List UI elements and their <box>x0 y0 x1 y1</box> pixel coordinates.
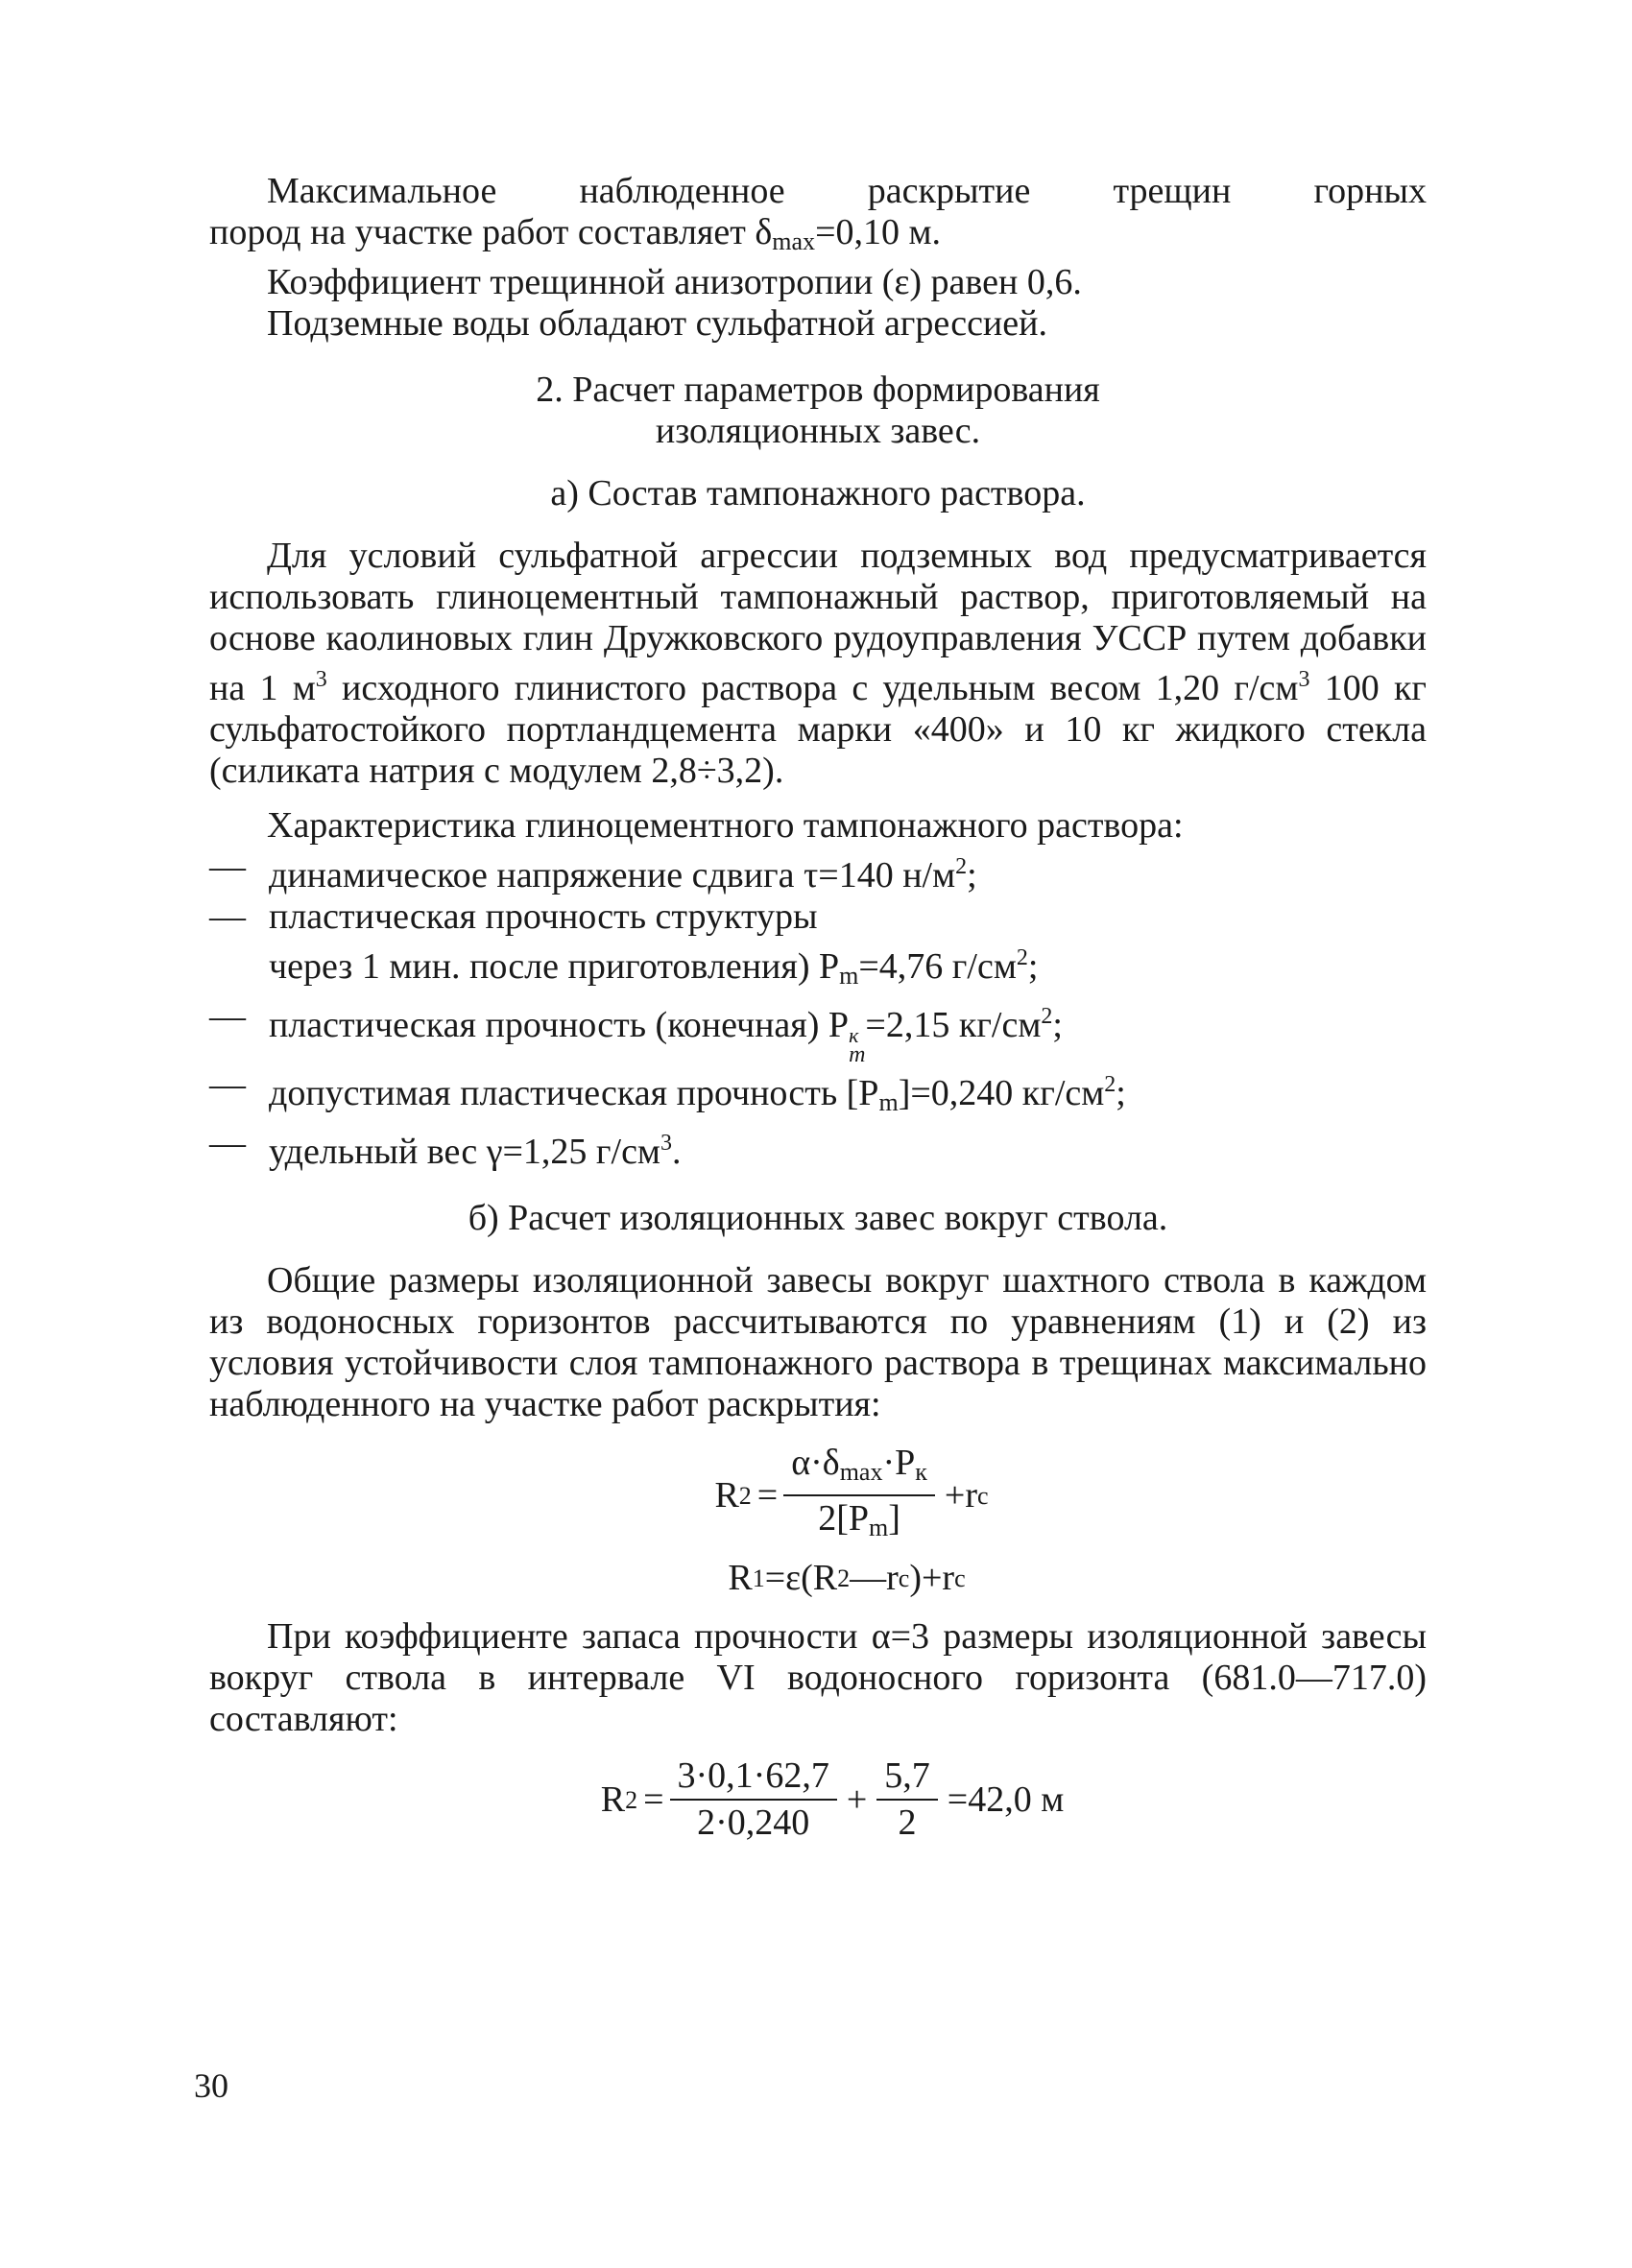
page-number: 30 <box>194 2066 228 2105</box>
list-item: — допустимая пластическая прочность $[P_m]=0,240$ $кг/см^2$; <box>209 1064 1126 1116</box>
subheading-b: б) Расчет изоляционных завес вокруг ствола. <box>468 1198 1168 1238</box>
page-content <box>209 171 1427 1844</box>
paragraph-max-opening: Максимальное наблюденное раскрытие трещин горных <box>267 171 1427 211</box>
paragraph-composition: Для условий сульфатной агрессии подземных вод предусматривается использовать глиноцементный тампонажный раствор, приготовляемый на основе каолиновых глин Дружковского рудоуправления УССР путем добавки на 1 $м^3$ исходного глинистого раствора с удельным весом 1,20 $г/см^3$ 100 кг сульфатостойкого портландцемента марки «400» и 10 кг жидкого стекла (силиката натрия с модулем 2,8÷3,2). <box>209 536 1427 791</box>
characteristics-title: Характеристика глиноцементного тампонажного раствора: <box>267 805 1184 846</box>
list-item: — удельный вес γ=1,25 $г/см^3$. <box>209 1123 682 1172</box>
fraction: $\frac{\alpha\cdot\delta_{max}\cdot P_к}{2[P_m]}$ <box>783 1443 935 1548</box>
paragraph-safety-factor: При коэффициенте запаса прочности α=3 размеры изоляционной завесы вокруг ствола в интервале VI водоносного горизонта (681.0—717.0) составляют: <box>209 1616 1427 1739</box>
fraction: $\frac{5,7}{2}$ <box>876 1755 938 1844</box>
list-item: — пластическая прочность структуры через 1 мин. после приготовления) $P_m=4,76$ $г/см^2$; <box>209 896 1039 990</box>
paragraph-anisotropy: Коэффициент трещинной анизотропии (ε) равен 0,6. <box>267 262 1082 302</box>
paragraph-groundwater: Подземные воды обладают сульфатной агрессией. <box>267 303 1047 344</box>
formula-r2-result: R 2 = $\frac{3\cdot 0,1\cdot 62,7}{2\cdot 0,240}$ + $\frac{5,7}{2}$ =42,0 м <box>600 1755 1065 1843</box>
list-item: — пластическая прочность (конечная) P к m =2,15 $кг/см^2$; <box>209 996 1063 1067</box>
paragraph-curtain-size: Общие размеры изоляционной завесы вокруг шахтного ствола в каждом из водоносных горизонтов рассчитываются по уравнениям (1) и (2) из условия устойчивости слоя тампонажного раствора в трещинах максимально наблюденного на участке работ раскрытия: <box>209 1260 1427 1424</box>
fraction: $\frac{3\cdot 0,1\cdot 62,7}{2\cdot 0,240}$ <box>670 1755 837 1844</box>
section-heading: 2. Расчет параметров формирования изоляционных завес. <box>536 370 1100 451</box>
subheading-a: а) Состав тампонажного раствора. <box>550 473 1086 513</box>
formula-r2: R 2 = $\frac{\alpha\cdot\delta_{max}\cdot P_к}{2[P_m]}$ +r c <box>209 1443 1427 1548</box>
list-item: — динамическое напряжение сдвига τ=140 $н/м^2$; <box>209 847 977 895</box>
paragraph-max-opening-cont: пород на участке работ составляет $\delta_{max}=0,10$ м. <box>209 212 942 255</box>
formula-r1: R 1 =ε(R 2 —r c )+r c <box>728 1558 966 1598</box>
